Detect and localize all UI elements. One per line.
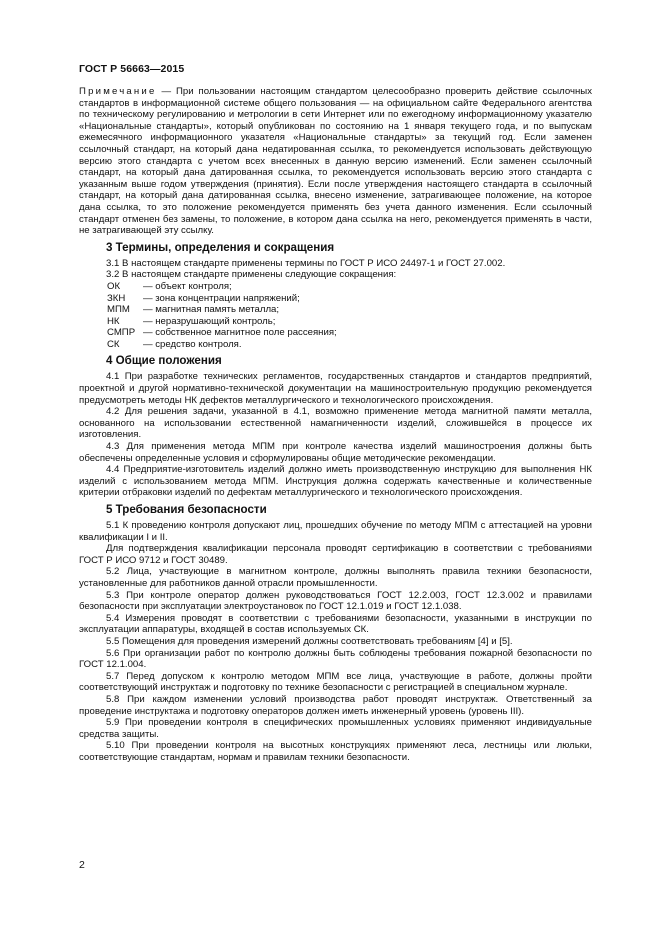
- abbreviation-row: [79, 304, 592, 316]
- note-text: — При пользовании настоящим стандартом целесообразно проверить действие ссылочных стандартов в информационной системе общего пользования — на официальном сайте Федерального агентства по техническому регулированию и метрологии в сети Интернет или по ежегодному информационному указателю «Национальные стандарты», который опубликован по состоянию на 1 января текущего года, и по выпускам ежемесячного информационного указателя «Национальные стандарты» за текущий год. Если заменен ссылочный стандарт, на который дана недатированная ссылка, то рекомендуется использовать действующую версию этого стандарта с учетом всех внесенных в данную версию изменений. Если заменен ссылочный стандарт, на который дана датированная ссылка, то рекомендуется использовать версию этого стандарта с указанным выше годом утверждения (принятия). Если после утверждения настоящего стандарта в ссылочный стандарт, на который дана датированная ссылка, внесено изменение, затрагивающее положение, на которое дана ссылка, то это положение рекомендуется применять без учета данного изменения. Если ссылочный стандарт отменен без замены, то положение, в котором дана ссылка на него, рекомендуется применять в части, не затрагивающей эту ссылку.: [79, 86, 592, 237]
- section-4-paragraph: 4.1 При разработке технических регламентов, государственных стандартов и стандартов предприятий, проектной и другой нормативно-технической документации на машиностроительную продукцию рекомендуется предусмотреть методы НК дефектов металлургического и технологического происхождения.: [79, 371, 592, 406]
- abbreviation-row: [79, 293, 592, 305]
- section-5-paragraph: 5.4 Измерения проводят в соответствии с требованиями безопасности, указанными в инструкции по эксплуатации аппаратуры, входящей в состав используемых СК.: [79, 612, 592, 636]
- abbreviation-definition: — неразрушающий контроль;: [143, 315, 276, 327]
- abbreviation-definition: — зона концентрации напряжений;: [143, 292, 300, 304]
- section-4-paragraph: 4.4 Предприятие-изготовитель изделий должно иметь производственную инструкцию для выполнения НК изделий с использованием метода МПМ. Инструкция должна содержать качественные и количественные критерии отбраковки изделий по дефектам металлургического и технологического происхождения.: [79, 464, 592, 499]
- section-3-title: 3 Термины, определения и сокращения: [106, 240, 335, 254]
- section-5-paragraph: 5.9 При проведении контроля в специфических промышленных условиях применяют индивидуальные средства защиты.: [79, 717, 592, 740]
- section-4-paragraph: 4.3 Для применения метода МПМ при контроле качества изделий машиностроения должны быть обеспечены определенные условия и сформулированы общие методические рекомендации.: [79, 441, 592, 464]
- abbreviation-code: ЗКН: [107, 292, 126, 304]
- section-5-paragraph: Для подтверждения квалификации персонала проводят сертификацию в соответствии с требованиями ГОСТ Р ИСО 9712 и ГОСТ 30489.: [79, 543, 592, 566]
- abbreviation-row: [79, 339, 592, 351]
- abbreviation-row: [79, 281, 592, 293]
- abbreviation-code: ОК: [107, 280, 121, 292]
- abbreviation-row: [79, 327, 592, 339]
- section-5-paragraph: 5.6 При организации работ по контролю должны быть соблюдены требования пожарной безопасности по ГОСТ 12.1.004.: [79, 647, 592, 671]
- section-5-paragraph: 5.10 При проведении контроля на высотных конструкциях применяют леса, лестницы или люльки, соответствующие стандартам, нормам и правилам техники безопасности.: [79, 740, 592, 763]
- abbreviation-definition: — собственное магнитное поле рассеяния;: [143, 327, 337, 339]
- note-paragraph: [79, 86, 592, 237]
- section-4-title: 4 Общие положения: [106, 354, 222, 368]
- abbreviations-list: [79, 281, 592, 351]
- abbreviation-row: [79, 316, 592, 328]
- page-content: [79, 86, 592, 763]
- abbreviation-definition: — средство контроля.: [143, 338, 242, 350]
- section-3-paragraph: 3.1 В настоящем стандарте применены термины по ГОСТ Р ИСО 24497-1 и ГОСТ 27.002.: [106, 257, 506, 269]
- note-label: Примечание: [79, 86, 157, 97]
- section-5-paragraph: 5.3 При контроле оператор должен руководствоваться ГОСТ 12.2.003, ГОСТ 12.3.002 и правилами безопасности при эксплуатации электроустановок по ГОСТ 12.1.019 и ГОСТ 12.1.038.: [79, 589, 592, 613]
- abbreviation-definition: — магнитная память металла;: [143, 304, 280, 316]
- section-5-paragraph: 5.8 При каждом изменении условий производства работ проводят инструктаж. Ответственный за проведение инструктажа и подготовку операторов должен иметь инженерный уровень (уровень III).: [79, 693, 592, 717]
- section-3-paragraph: 3.2 В настоящем стандарте применены следующие сокращения:: [106, 269, 397, 281]
- abbreviation-code: СК: [107, 338, 120, 350]
- abbreviation-code: МПМ: [107, 304, 130, 316]
- section-4-paragraph: 4.2 Для решения задачи, указанной в 4.1, возможно применение метода магнитной памяти металла, основанного на использовании естественной намагниченности изделий, сложившейся в процессе их изготовления.: [79, 406, 592, 441]
- section-5-paragraph: 5.7 Перед допуском к контролю методом МПМ все лица, участвующие в работе, должны пройти соответствующий инструктаж и подготовку по технике безопасности с регистрацией в специальном журнале.: [79, 670, 592, 694]
- section-5-paragraph: 5.5 Помещения для проведения измерений должны соответствовать требованиям [4] и [5].: [106, 635, 513, 647]
- page-number: 2: [79, 859, 85, 871]
- abbreviation-code: НК: [107, 315, 120, 327]
- abbreviation-code: СМПР: [107, 327, 136, 339]
- abbreviation-definition: — объект контроля;: [143, 280, 232, 292]
- section-5-title: 5 Требования безопасности: [106, 503, 267, 516]
- document-id-header: ГОСТ Р 56663—2015: [79, 63, 185, 75]
- section-5-paragraph: 5.1 К проведению контроля допускают лиц, прошедших обучение по методу МПМ с аттестацией на уровни квалификации I и II.: [79, 520, 592, 543]
- section-5-paragraph: 5.2 Лица, участвующие в магнитном контроле, должны выполнять правила техники безопасности, установленные для работников данной отрасли промышленности.: [79, 566, 592, 589]
